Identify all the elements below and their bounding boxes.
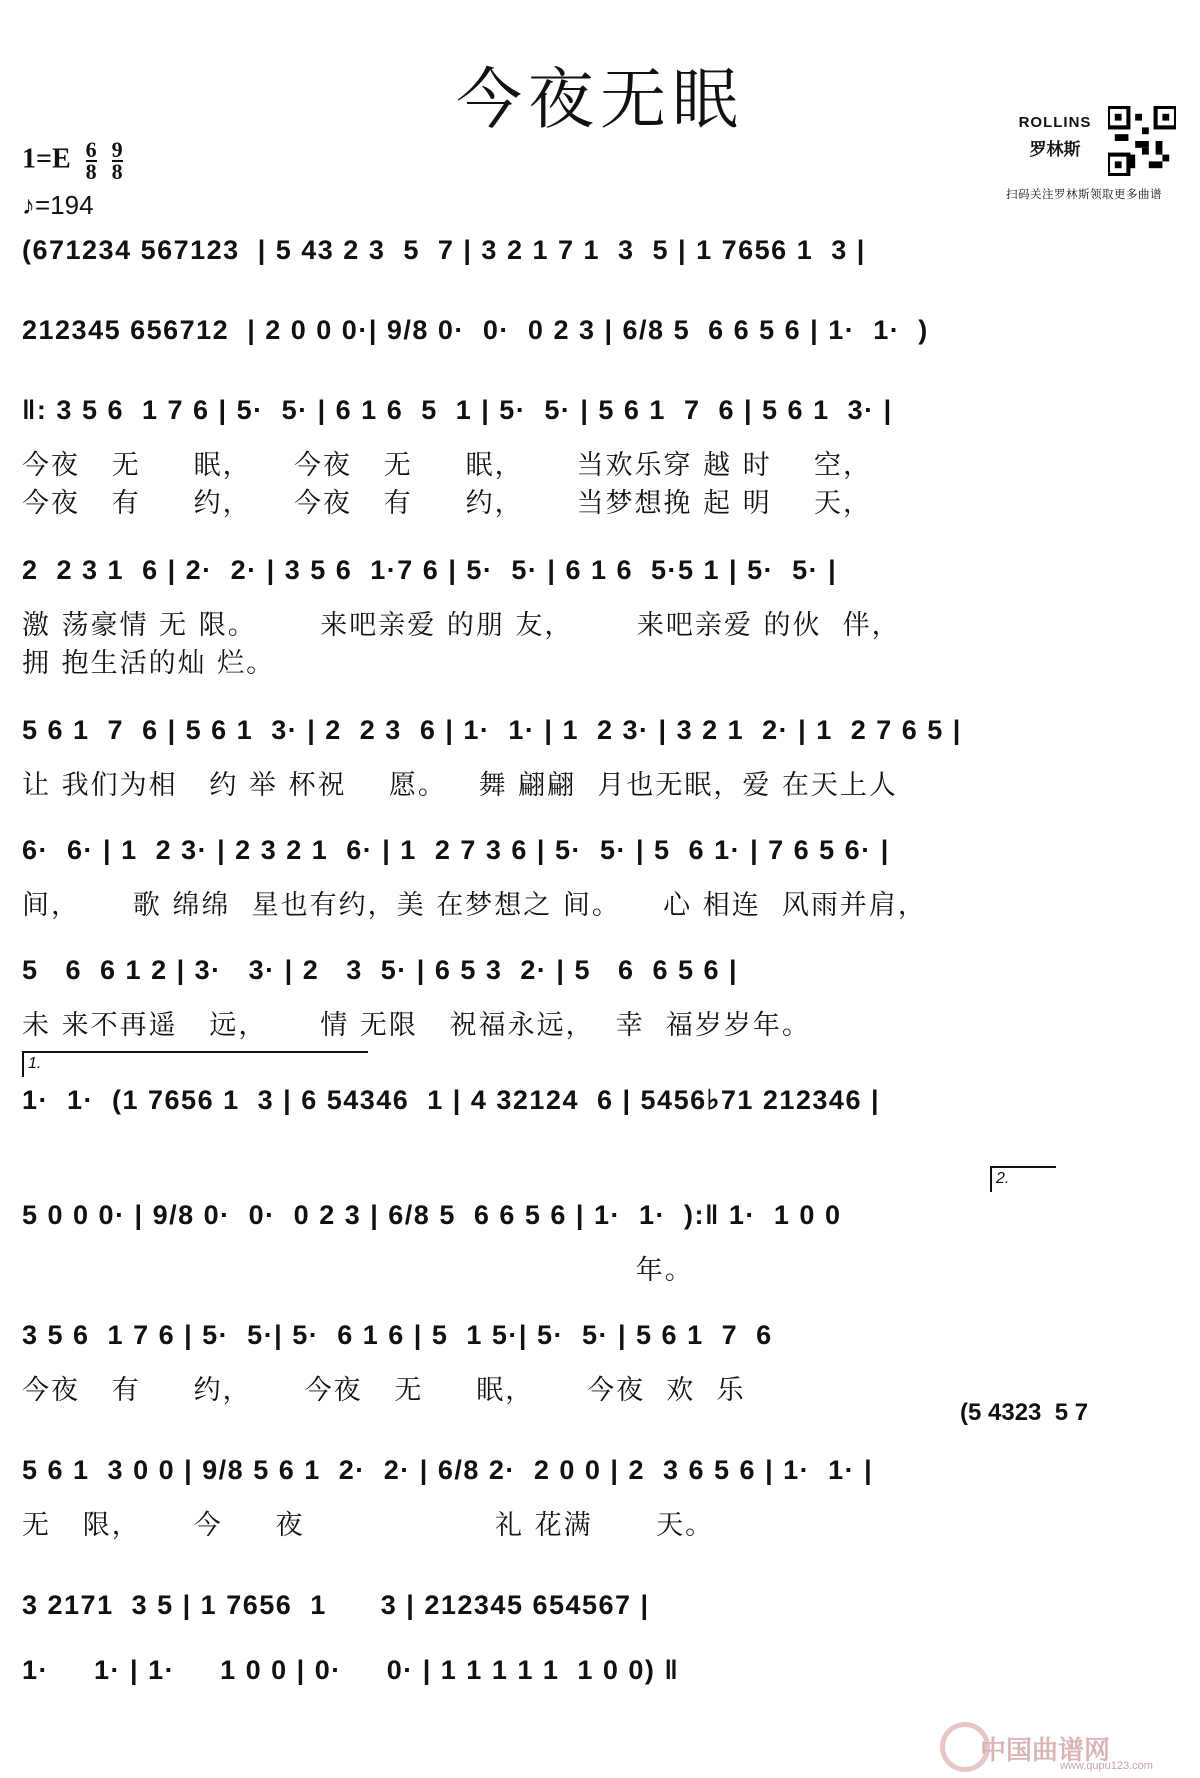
lyric-line: 激 荡豪情 无 限。 来吧亲爱 的朋 友， 来吧亲爱 的伙 伴， <box>22 610 901 641</box>
notation-row <box>22 555 1182 601</box>
notation-row <box>22 1655 1182 1701</box>
upper-voice: (5 4323 5 7 <box>960 1399 1089 1426</box>
lyric-line: 年。 <box>22 1255 694 1286</box>
notation-row <box>22 1320 1182 1366</box>
key-label: 1=E <box>22 143 71 175</box>
notation-row <box>22 235 1182 281</box>
logo-brand: ROLLINS <box>1018 114 1092 131</box>
rollins-logo <box>1000 114 1110 160</box>
tempo-marking: ♪=194 <box>22 190 94 220</box>
lyric-line: 让 我们为相 约 举 杯祝 愿。 舞 翩翩 月也无眠，爱 在天上人 <box>22 770 898 801</box>
notation-text: 2 2 3 1 6 | 2· 2· | 3 5 6 1·7 6 | 5· 5· | 6 1 6 5·5 1 | 5· 5· | <box>22 555 838 585</box>
notation-text: 6· 6· | 1 2 3· | 2 3 2 1 6· | 1 2 7 3 6 | 5· 5· | 5 6 1· | 7 6 5 6· | <box>22 835 890 865</box>
notation-row <box>22 835 1182 881</box>
notation-row <box>22 1085 1182 1131</box>
volta-bracket: 1. <box>22 1051 368 1077</box>
lyric-line: 今夜 无 眠， 今夜 无 眠， 当欢乐穿 越 时 空， <box>22 450 873 481</box>
lyric-line: 未 来不再遥 远， 情 无限 祝福永远， 幸 福岁岁年。 <box>22 1010 811 1041</box>
logo-name: 罗林斯 <box>1029 140 1081 159</box>
notation-row <box>22 1590 1182 1636</box>
lyric-line: 无 限， 今 夜 礼 花满 天。 <box>22 1510 715 1541</box>
notation-row <box>22 315 1182 361</box>
volta-bracket: 2. <box>990 1166 1056 1192</box>
lyric-line: 拥 抱生活的灿 烂。 <box>22 648 276 679</box>
notation-row <box>22 395 1182 441</box>
notation-row <box>22 1455 1182 1501</box>
notation-text: 3 2171 3 5 | 1 7656 1 3 | 212345 654567 | <box>22 1590 650 1620</box>
notation-text: 5 6 1 3 0 0 | 9/8 5 6 1 2· 2· | 6/8 2· 2 0 0 | 2 3 6 5 6 | 1· 1· | <box>22 1455 874 1485</box>
notation-text: 5 0 0 0· | 9/8 0· 0· 0 2 3 | 6/8 5 6 6 5 6 | 1· 1· ):‖ 1· 1 0 0 <box>22 1200 842 1230</box>
lyric-line: 间， 歌 绵绵 星也有约，美 在梦想之 间。 心 相连 风雨并肩， <box>22 890 927 921</box>
qr-code-icon <box>1108 106 1176 176</box>
notation-text: 212345 656712 | 2 0 0 0·| 9/8 0· 0· 0 2 3 | 6/8 5 6 6 5 6 | 1· 1· ) <box>22 315 929 345</box>
notation-text: 1· 1· (1 7656 1 3 | 6 54346 1 | 4 32124 6 | 5456♭71 212346 | <box>22 1085 881 1115</box>
watermark-url: www.qupu123.com <box>1060 1760 1153 1772</box>
lyric-line: 今夜 有 约， 今夜 无 眠， 今夜 欢 乐 <box>22 1375 746 1406</box>
notation-text: 5 6 1 7 6 | 5 6 1 3· | 2 2 3 6 | 1· 1· | 1 2 3· | 3 2 1 2· | 1 2 7 6 5 | <box>22 715 962 745</box>
notation-text: 1· 1· | 1· 1 0 0 | 0· 0· | 1 1 1 1 1 1 0 0) ‖ <box>22 1655 680 1685</box>
notation-text: ‖: 3 5 6 1 7 6 | 5· 5· | 6 1 6 5 1 | 5· 5· | 5 6 1 7 6 | 5 6 1 3· | <box>22 395 893 425</box>
notation-row <box>22 1200 1182 1246</box>
watermark-site: 中国曲谱网 <box>980 1736 1111 1766</box>
scan-caption: 扫码关注罗林斯领取更多曲谱 <box>1006 189 1162 201</box>
key-signature <box>22 137 123 184</box>
song-title: 今夜无眠 <box>456 61 744 138</box>
notation-row <box>22 955 1182 1001</box>
notation-row <box>22 715 1182 761</box>
time-signature-9-8: $\frac{9}{8}$ <box>111 137 123 184</box>
lyric-line: 今夜 有 约， 今夜 有 约， 当梦想挽 起 明 天， <box>22 488 873 519</box>
notation-text: (671234 567123 | 5 43 2 3 5 7 | 3 2 1 7 1 3 5 | 1 7656 1 3 | <box>22 235 866 265</box>
notation-text: 3 5 6 1 7 6 | 5· 5·| 5· 6 1 6 | 5 1 5·| 5· 5· | 5 6 1 7 6 <box>22 1320 773 1350</box>
time-signature-6-8: $\frac{6}{8}$ <box>85 137 97 184</box>
notation-text: 5 6 6 1 2 | 3· 3· | 2 3 5· | 6 5 3 2· | 5 6 6 5 6 | <box>22 955 739 985</box>
